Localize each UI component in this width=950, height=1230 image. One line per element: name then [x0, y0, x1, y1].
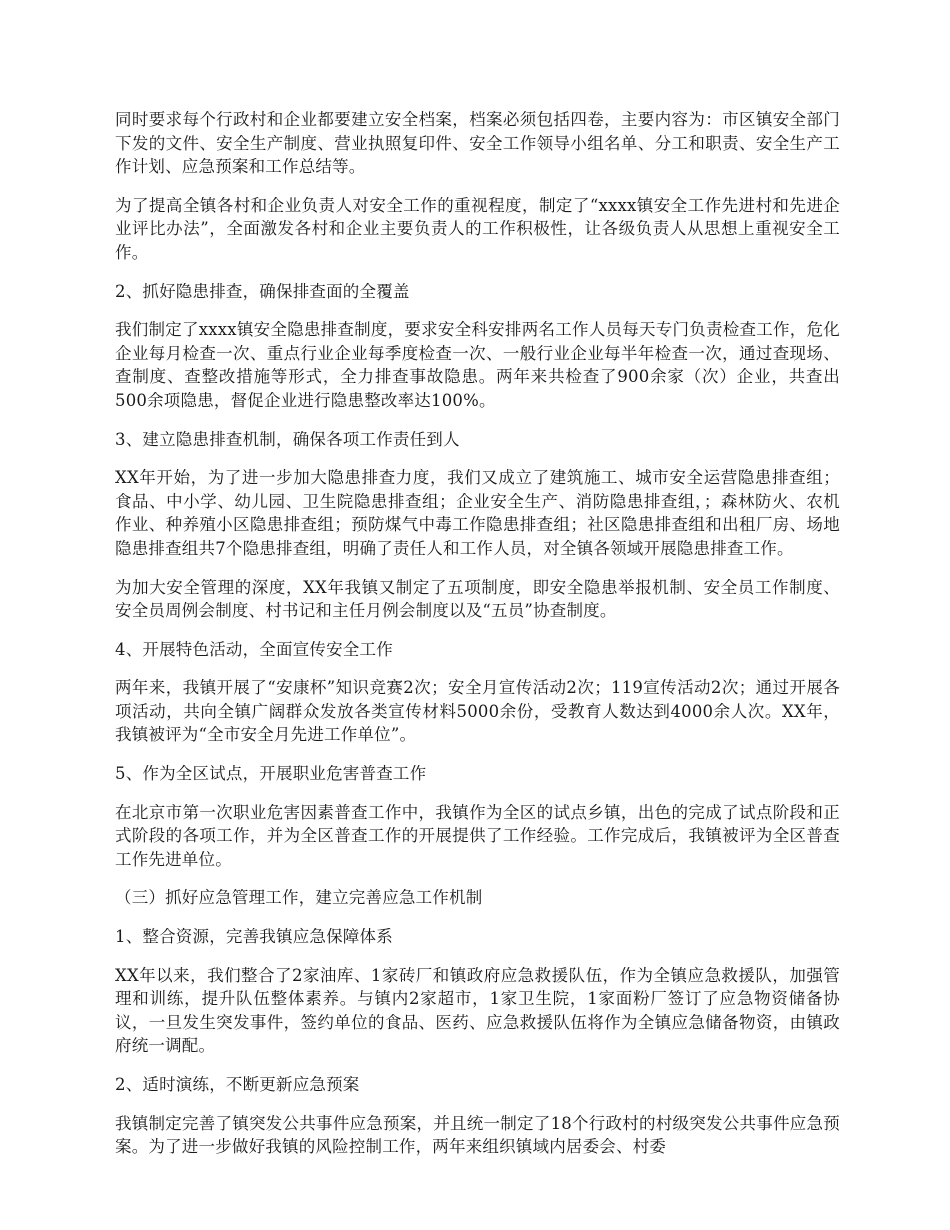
- paragraph: 同时要求每个行政村和企业都要建立安全档案，档案必须包括四卷，主要内容为：市区镇安全部门下发的文件、安全生产制度、营业执照复印件、安全工作领导小组名单、分工和职责、安全生产工作计划、应急预案和工作总结等。: [115, 110, 840, 177]
- paragraph: 在北京市第一次职业危害因素普查工作中，我镇作为全区的试点乡镇，出色的完成了试点阶段和正式阶段的各项工作，并为全区普查工作的开展提供了工作经验。工作完成后，我镇被评为全区普查工作先进单位。: [115, 802, 840, 869]
- section-heading: 2、适时演练，不断更新应急预案: [115, 1075, 360, 1094]
- section-heading: 3、建立隐患排查机制，确保各项工作责任到人: [115, 429, 460, 449]
- chapter-heading: （三）抓好应急管理工作，建立完善应急工作机制: [115, 888, 483, 908]
- paragraph: 为加大安全管理的深度，XX年我镇又制定了五项制度，即安全隐患举报机制、安全员工作制度、安全员周例会制度、村书记和主任月例会制度以及“五员”协查制度。: [115, 577, 840, 621]
- document-body: [115, 108, 840, 1174]
- paragraph: 我镇制定完善了镇突发公共事件应急预案，并且统一制定了18个行政村的村级突发公共事件应急预案。为了进一步做好我镇的风险控制工作，两年来组织镇域内居委会、村委: [115, 1113, 840, 1157]
- paragraph: XX年开始，为了进一步加大隐患排查力度，我们又成立了建筑施工、城市安全运营隐患排查组；食品、中小学、幼儿园、卫生院隐患排查组；企业安全生产、消防隐患排查组，；森林防火、农机作业、种养殖小区隐患排查组；预防煤气中毒工作隐患排查组；社区隐患排查组和出租厂房、场地隐患排查组共7个隐患排查组，明确了责任人和工作人员，对全镇各领域开展隐患排查工作。: [115, 468, 840, 558]
- paragraph: 为了提高全镇各村和企业负责人对安全工作的重视程度，制定了“xxxx镇安全工作先进村和先进企业评比办法”，全面激发各村和企业主要负责人的工作积极性，让各级负责人从思想上重视安全工作。: [115, 195, 840, 262]
- section-heading: 5、作为全区试点，开展职业危害普查工作: [115, 764, 427, 784]
- paragraph: XX年以来，我们整合了2家油库、1家砖厂和镇政府应急救援队伍，作为全镇应急救援队，加强管理和训练，提升队伍整体素养。与镇内2家超市，1家卫生院，1家面粉厂签订了应急物资储备协议，一旦发生突发事件，签约单位的食品、医药、应急救援队伍将作为全镇应急储备物资，由镇政府统一调配。: [115, 965, 840, 1056]
- paragraph: 我们制定了xxxx镇安全隐患排查制度，要求安全科安排两名工作人员每天专门负责检查工作，危化企业每月检查一次、重点行业企业每季度检查一次、一般行业企业每半年检查一次，通过查现场、查制度、查整改措施等形式，全力排查事故隐患。两年来共检查了900余家（次）企业，共查出500余项隐患，督促企业进行隐患整改率达100%。: [115, 320, 840, 410]
- paragraph: 两年来，我镇开展了“安康杯”知识竞赛2次；安全月宣传活动2次；119宣传活动2次；通过开展各项活动，共向全镇广阔群众发放各类宣传材料5000余份，受教育人数达到4000余人次。XX年，我镇被评为“全市安全月先进工作单位”。: [115, 678, 840, 745]
- section-heading: 1、整合资源，完善我镇应急保障体系: [115, 927, 393, 947]
- section-heading: 2、抓好隐患排查，确保排查面的全覆盖: [115, 281, 410, 301]
- section-heading: 4、开展特色活动，全面宣传安全工作: [115, 639, 393, 659]
